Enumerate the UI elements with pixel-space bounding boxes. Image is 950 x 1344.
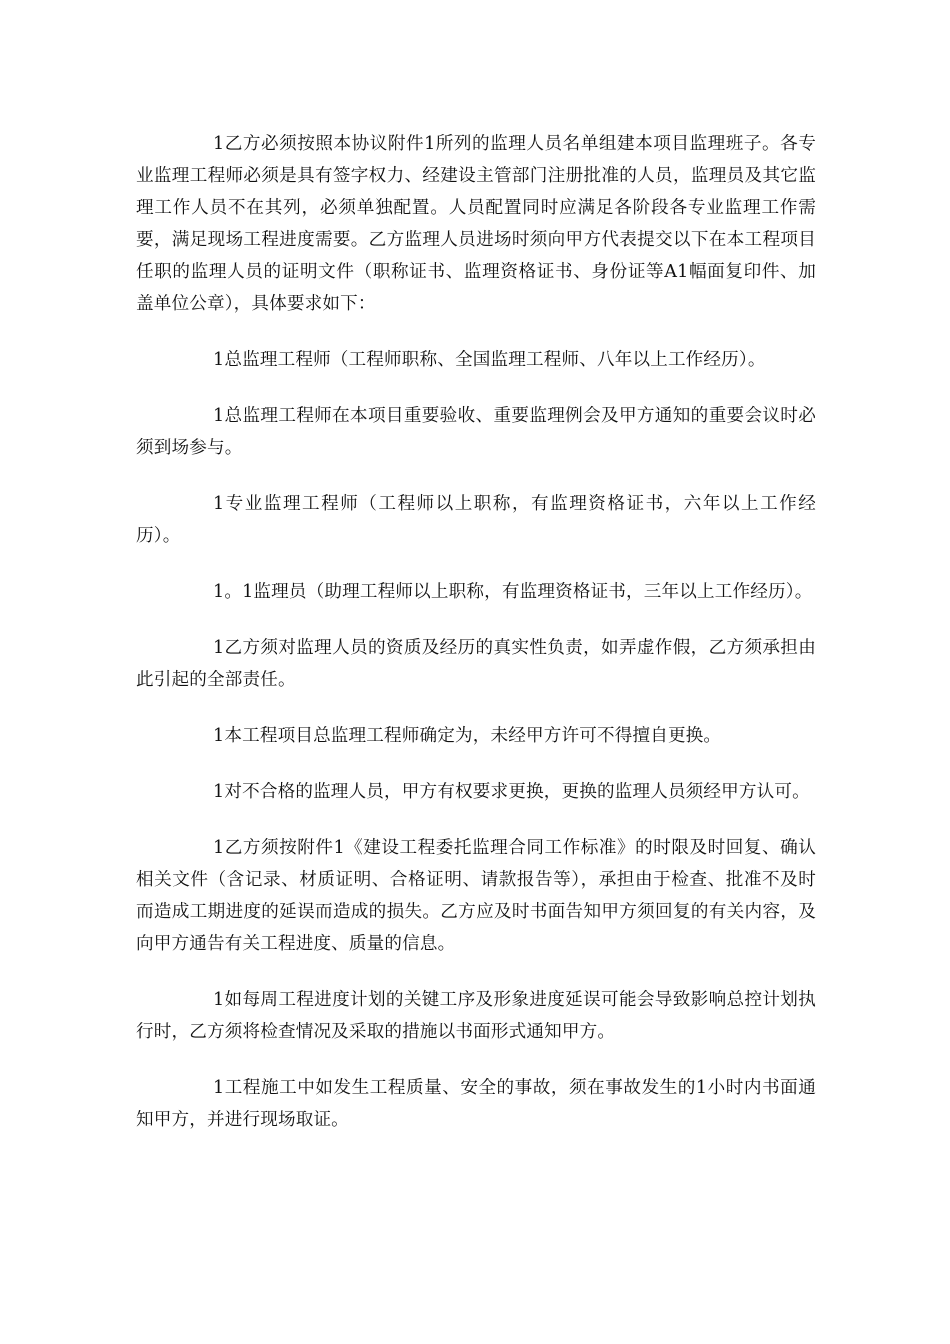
paragraph-replacement: 1对不合格的监理人员，甲方有权要求更换，更换的监理人员须经甲方认可。 (213, 782, 810, 802)
paragraph-response-time: 1乙方须按附件1《建设工程委托监理合同工作标准》的时限及时回复、确认相关文件（含记录、材质证明、合格证明、请款报告等），承担由于检查、批准不及时而造成工期进度的延误而造成的损失。乙方应及时书面告知甲方须回复的有关内容，及向甲方通告有关工程进度、质量的信息。 (136, 838, 816, 954)
paragraph-supervisor: 1。1监理员（助理工程师以上职称，有监理资格证书，三年以上工作经历）。 (213, 582, 813, 602)
paragraph-accident-report: 1工程施工中如发生工程质量、安全的事故，须在事故发生的1小时内书面通知甲方，并进行现场取证。 (136, 1078, 816, 1130)
paragraph-chief-fixed: 1本工程项目总监理工程师确定为，未经甲方许可不得擅自更换。 (213, 726, 722, 746)
paragraph-chief-engineer: 1总监理工程师（工程师职称、全国监理工程师、八年以上工作经历）。 (213, 350, 766, 370)
paragraph-staffing: 1乙方必须按照本协议附件1所列的监理人员名单组建本项目监理班子。各专业监理工程师必须是具有签字权力、经建设主管部门注册批准的人员，监理员及其它监理工作人员不在其列，必须单独配置。人员配置同时应满足各阶段各专业监理工作需要，满足现场工程进度需要。乙方监理人员进场时须向甲方代表提交以下在本工程项目任职的监理人员的证明文件（职称证书、监理资格证书、身份证等A1幅面复印件、加盖单位公章），具体要求如下： (136, 134, 816, 314)
paragraph-specialist-engineer: 1专业监理工程师（工程师以上职称，有监理资格证书，六年以上工作经历）。 (136, 494, 816, 546)
document-page (136, 128, 816, 1160)
paragraph-qualification-responsibility: 1乙方须对监理人员的资质及经历的真实性负责，如弄虚作假，乙方须承担由此引起的全部责任。 (136, 638, 816, 690)
paragraph-schedule-delay: 1如每周工程进度计划的关键工序及形象进度延误可能会导致影响总控计划执行时，乙方须将检查情况及采取的措施以书面形式通知甲方。 (136, 990, 816, 1042)
paragraph-chief-attendance: 1总监理工程师在本项目重要验收、重要监理例会及甲方通知的重要会议时必须到场参与。 (136, 406, 816, 458)
